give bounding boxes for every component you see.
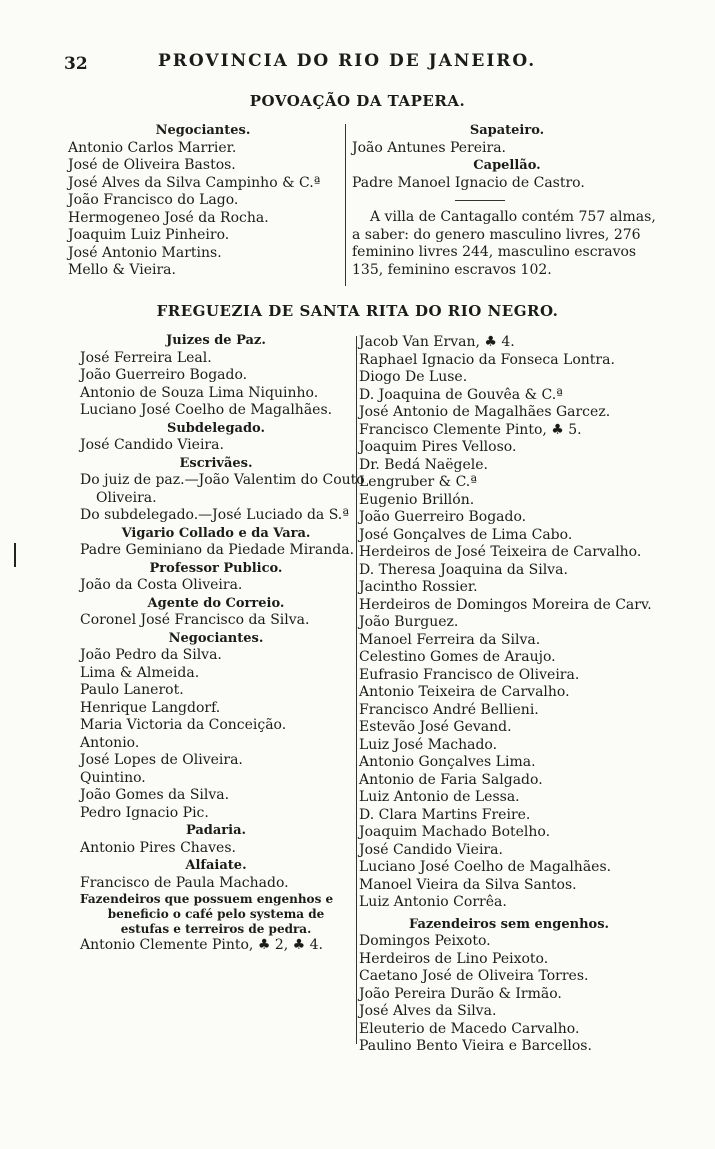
list-item: Estevão José Gevand. — [359, 719, 512, 735]
list-item: Antonio Teixeira de Carvalho. — [359, 684, 570, 700]
list-item: Manoel Vieira da Silva Santos. — [359, 876, 577, 893]
list-item: Francisco André Bellieni. — [359, 701, 539, 718]
section-title-tapera: POVOAÇÃO DA TAPERA. — [249, 92, 466, 110]
list-item: Padre Geminiano da Piedade Miranda. — [80, 542, 355, 558]
list-item: D. Clara Martins Freire. — [359, 806, 531, 823]
list-item: Francisco Clemente Pinto, ♣ 5. — [359, 421, 582, 438]
list-item: Celestino Gomes de Araujo. — [359, 649, 556, 665]
population-paragraph-wrap — [352, 209, 662, 279]
population-paragraph: A villa de Cantagallo contém 757 almas, a saber: do genero masculino livres, 276 feminino livres 244, masculino escravos 135, feminino escravos 102. — [352, 209, 656, 278]
list-item: Manoel Ferreira da Silva. — [359, 631, 541, 648]
list-item: João Pereira Durão & Irmão. — [359, 985, 562, 1002]
list-item: José Candido Vieira. — [359, 841, 503, 858]
list-item: Maria Victoria da Conceição. — [80, 717, 287, 733]
list-item: Joaquim Luiz Pinheiro. — [68, 227, 230, 243]
list-item: Quintino. — [80, 769, 146, 786]
heading-vigario: Vigario Collado e da Vara. — [121, 525, 311, 541]
list-item — [80, 937, 352, 955]
cattle-marks: ♣ 2, ♣ 4. — [257, 937, 324, 953]
heading-sapateiro: Sapateiro. — [469, 123, 545, 138]
list-item: José Alves da Silva. — [359, 1003, 497, 1019]
list-item: João Pedro da Silva. — [80, 647, 222, 663]
tapera-left-column — [68, 122, 338, 280]
section-title-santa-rita: FREGUEZIA DE SANTA RITA DO RIO NEGRO. — [156, 302, 559, 320]
list-item: Hermogeneo José da Rocha. — [68, 209, 269, 226]
list-item: Lengruber & C.ª — [359, 474, 477, 490]
list-item: Padre Manoel Ignacio de Castro. — [352, 174, 585, 191]
list-item: José de Oliveira Bastos. — [68, 157, 236, 173]
list-item: João da Costa Oliveira. — [80, 577, 243, 593]
list-item: Antonio. — [80, 734, 140, 751]
list-item: José Antonio Martins. — [68, 244, 222, 261]
heading-negociantes: Negociantes. — [155, 123, 251, 138]
heading-capellao: Capellão. — [473, 158, 541, 173]
list-item: José Antonio de Magalhães Garcez. — [359, 404, 611, 420]
list-item: Do subdelegado.—José Luciado da S.ª — [80, 507, 349, 523]
list-item: Antonio de Faria Salgado. — [359, 771, 543, 788]
list-item: José Candido Vieira. — [80, 437, 224, 453]
list-item: João Burguez. — [359, 614, 459, 630]
list-item: D. Joaquina de Gouvêa & C.ª — [359, 386, 563, 403]
list-item: Antonio Gonçalves Lima. — [359, 754, 536, 770]
heading-professor: Professor Publico. — [149, 560, 283, 576]
list-item: João Guerreiro Bogado. — [359, 509, 527, 525]
list-item: Henrique Langdorf. — [80, 699, 221, 716]
list-item: Dr. Bedá Naëgele. — [359, 456, 488, 473]
heading-agente-correio: Agente do Correio. — [147, 595, 285, 611]
list-item: Antonio Pires Chaves. — [80, 839, 236, 856]
column-divider — [356, 336, 357, 1044]
list-item: Joaquim Machado Botelho. — [359, 824, 551, 840]
list-item: Mello & Vieira. — [68, 262, 176, 278]
list-item: Raphael Ignacio da Fonseca Lontra. — [359, 351, 615, 368]
list-item-continuation: Oliveira. — [96, 489, 157, 506]
heading-fazendeiros-engenhos-line2: beneficio o café pelo systema de — [107, 907, 325, 921]
tapera-right-column — [352, 122, 662, 192]
list-item: Domingos Peixoto. — [359, 933, 491, 949]
running-title: PROVINCIA DO RIO DE JANEIRO. — [158, 51, 537, 71]
list-item: João Antunes Pereira. — [352, 139, 506, 156]
list-item: Herdeiros de José Teixeira de Carvalho. — [359, 544, 642, 560]
list-item: Paulino Bento Vieira e Barcellos. — [359, 1038, 592, 1054]
list-item: Paulo Lanerot. — [80, 682, 184, 698]
list-item: José Lopes de Oliveira. — [80, 752, 243, 768]
list-item: Luciano José Coelho de Magalhães. — [359, 859, 612, 875]
heading-fazendeiros-sem-engenhos: Fazendeiros sem engenhos. — [408, 916, 610, 932]
heading-alfaiate: Alfaiate. — [185, 858, 247, 873]
list-item: D. Theresa Joaquina da Silva. — [359, 561, 568, 578]
list-item: Lima & Almeida. — [80, 664, 200, 681]
list-item: Jacintho Rossier. — [359, 579, 478, 595]
list-item: João Guerreiro Bogado. — [80, 367, 248, 383]
santa-rita-right-column — [359, 334, 659, 1056]
heading-subdelegado: Subdelegado. — [166, 420, 266, 436]
list-item: Luiz José Machado. — [359, 736, 498, 753]
list-item: José Alves da Silva Campinho & C.ª — [68, 174, 321, 191]
list-item: Francisco de Paula Machado. — [80, 874, 289, 891]
heading-fazendeiros-engenhos-line3: estufas e terreiros de pedra. — [120, 922, 312, 936]
list-item: Pedro Ignacio Pic. — [80, 804, 209, 821]
fazendeiro-name: Antonio Clemente Pinto, — [80, 937, 254, 953]
list-item: Eugenio Brillón. — [359, 491, 475, 508]
list-item: Coronel José Francisco da Silva. — [80, 612, 310, 628]
list-item: Jacob Van Ervan, ♣ 4. — [359, 334, 515, 350]
list-item: Luiz Antonio Corrêa. — [359, 894, 507, 910]
heading-padaria: Padaria. — [185, 823, 247, 838]
list-item: Joaquim Pires Velloso. — [359, 439, 517, 455]
list-item: Caetano José de Oliveira Torres. — [359, 968, 589, 984]
list-item: Herdeiros de Domingos Moreira de Carv. — [359, 596, 652, 613]
page-number: 32 — [64, 54, 88, 74]
heading-negociantes: Negociantes. — [168, 630, 264, 646]
heading-juizes-de-paz: Juizes de Paz. — [166, 333, 266, 348]
heading-escrivaes: Escrivães. — [179, 455, 253, 471]
santa-rita-left-column — [80, 332, 365, 955]
column-divider — [345, 124, 346, 286]
list-item: Antonio Carlos Marrier. — [68, 139, 237, 156]
list-item: Do juiz de paz.—João Valentim do Couto — [80, 472, 365, 488]
list-item: Antonio de Souza Lima Niquinho. — [80, 384, 319, 401]
list-item: Luciano José Coelho de Magalhães. — [80, 402, 333, 418]
short-rule — [455, 200, 505, 201]
list-item: João Francisco do Lago. — [68, 192, 239, 208]
list-item: José Ferreira Leal. — [80, 349, 212, 366]
list-item: João Gomes da Silva. — [80, 787, 230, 803]
list-item: Eleuterio de Macedo Carvalho. — [359, 1020, 580, 1037]
list-item: Herdeiros de Lino Peixoto. — [359, 950, 549, 967]
heading-fazendeiros-engenhos: Fazendeiros que possuem engenhos e — [80, 892, 334, 906]
list-item: Eufrasio Francisco de Oliveira. — [359, 666, 580, 683]
list-item: Diogo De Luse. — [359, 369, 468, 385]
list-item: Luiz Antonio de Lessa. — [359, 789, 520, 805]
margin-mark — [14, 543, 16, 567]
list-item: José Gonçalves de Lima Cabo. — [359, 526, 573, 543]
